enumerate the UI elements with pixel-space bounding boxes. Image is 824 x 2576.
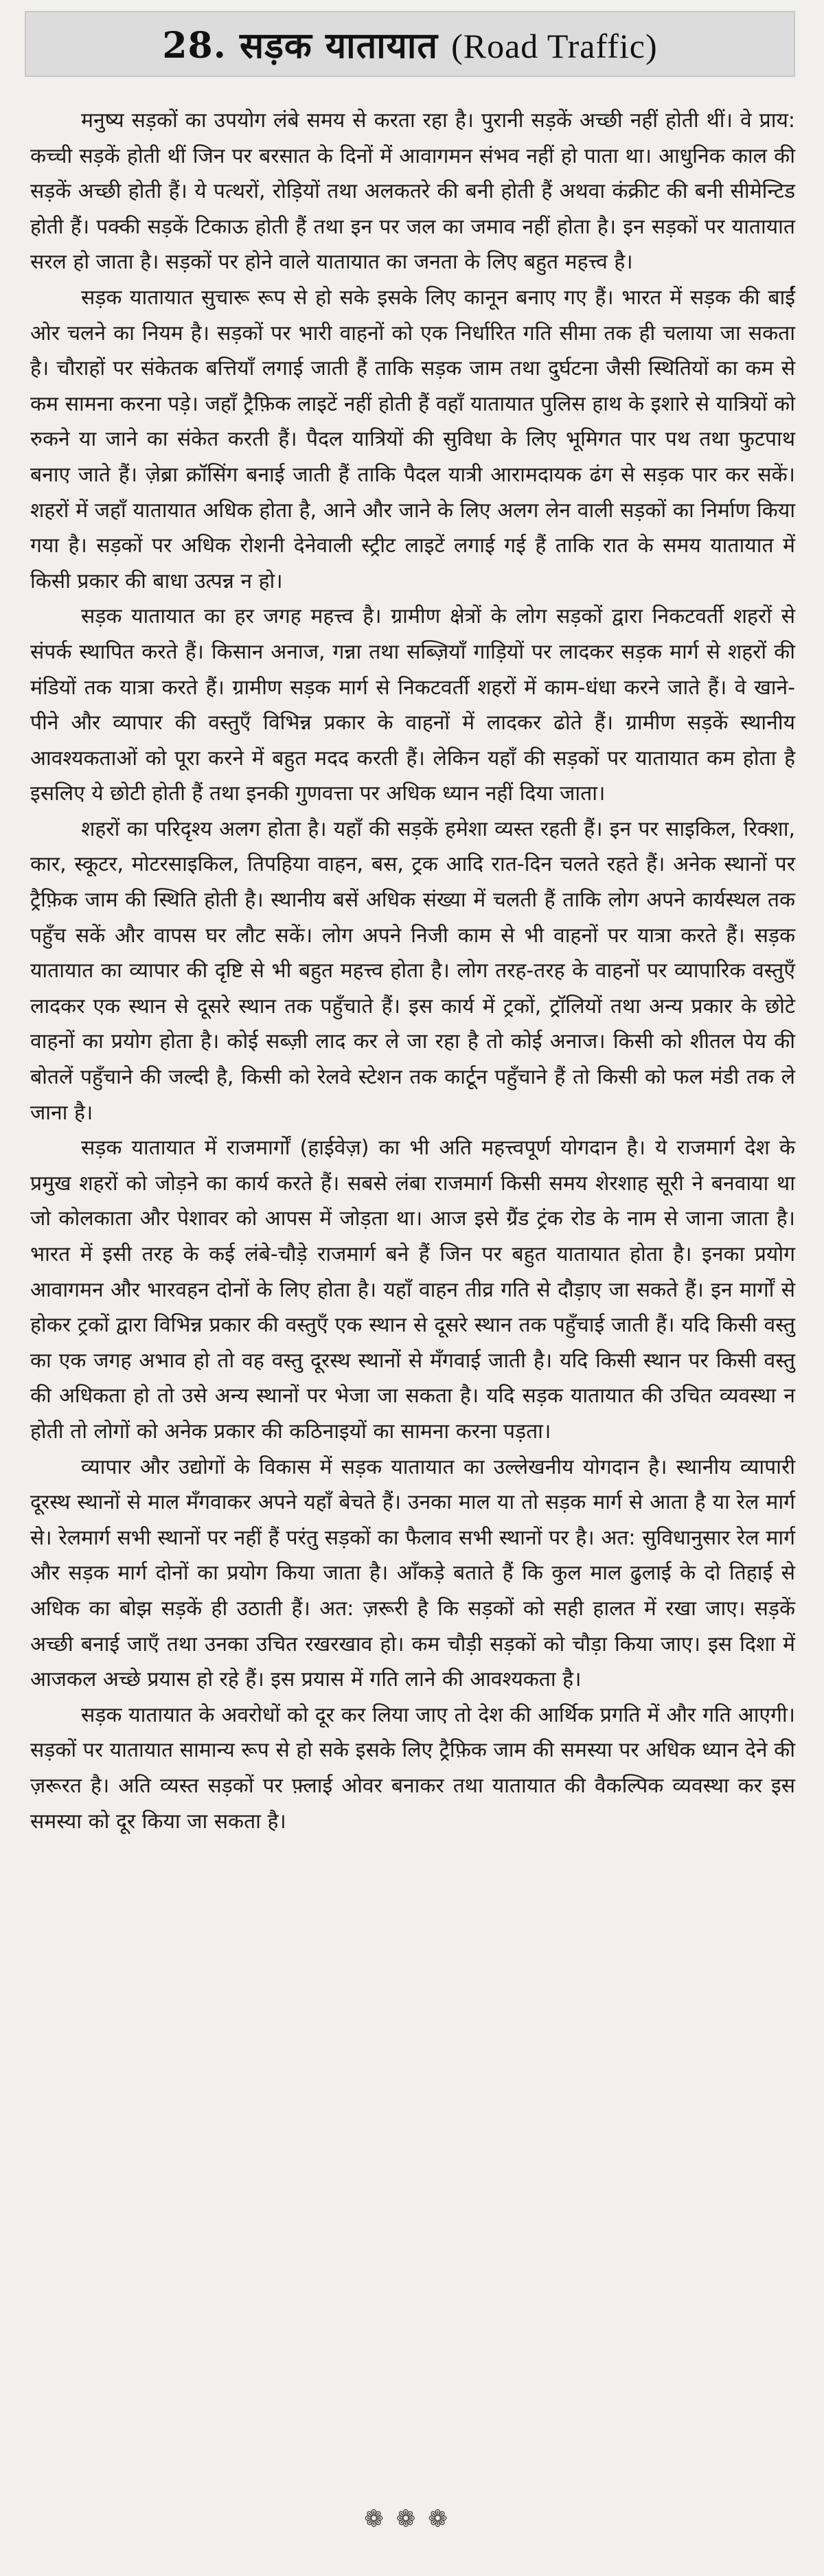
essay-body	[30, 103, 795, 1839]
paragraph: सड़क यातायात के अवरोधों को दूर कर लिया जाए तो देश की आर्थिक प्रगति में और गति आएगी। सड़कों पर यातायात सामान्य रूप से हो सके इसके लिए ट्रैफ़िक जाम की समस्या पर अधिक ध्यान देने की ज़रूरत है। अति व्यस्त सड़कों पर फ़्लाई ओवर बनाकर तथा यातायात की वैकल्पिक व्यवस्था कर इस समस्या को दूर किया जा सकता है।	[30, 1702, 795, 1834]
paragraph: मनुष्य सड़कों का उपयोग लंबे समय से करता रहा है। पुरानी सड़कें अच्छी नहीं होती थीं। वे प्राय: कच्ची सड़कें होती थीं जिन पर बरसात के दिनों में आवागमन संभव नहीं हो पाता था। आधुनिक काल की सड़कें अच्छी होती हैं। ये पत्थरों, रोड़ियों तथा अलकतरे की बनी होती हैं अथवा कंक्रीट की बनी सीमेन्टिड होती हैं। पक्की सड़कें टिकाऊ होती हैं तथा इन पर जल का जमाव नहीं होता है। इन सड़कों पर यातायात सरल हो जाता है। सड़कों पर होने वाले यातायात का जनता के लिए बहुत महत्त्व है।	[30, 109, 795, 275]
paragraph: सड़क यातायात का हर जगह महत्त्व है। ग्रामीण क्षेत्रों के लोग सड़कों द्वारा निकटवर्ती शहरों से संपर्क स्थापित करते हैं। किसान अनाज, गन्ना तथा सब्ज़ियाँ गाड़ियों पर लादकर सड़क मार्ग से शहरों की मंडियों तक यात्रा करते हैं। ग्रामीण सड़क मार्ग से निकटवर्ती शहरों में काम-धंधा करने जाते हैं। वे खाने-पीने और व्यापार की वस्तुएँ विभिन्न प्रकार के वाहनों में लादकर ढोते हैं। ग्रामीण सड़कें स्थानीय आवश्यकताओं को पूरा करने में बहुत मदद करती हैं। लेकिन यहाँ की सड़कों पर यातायात कम होता है इसलिए ये छोटी होती हैं तथा इनकी गुणवत्ता पर अधिक ध्यान नहीं दिया जाता।	[30, 604, 795, 806]
paragraph: व्यापार और उद्योगों के विकास में सड़क यातायात का उल्लेखनीय योगदान है। स्थानीय व्यापारी दूरस्थ स्थानों से माल मँगवाकर अपने यहाँ बेचते हैं। उनका माल या तो सड़क मार्ग से आता है या रेल मार्ग से। रेलमार्ग सभी स्थानों पर नहीं हैं परंतु सड़कों का फैलाव सभी स्थानों पर है। अत: सुविधानुसार रेल मार्ग और सड़क मार्ग दोनों का प्रयोग किया जाता है। आँकड़े बताते हैं कि कुल माल ढुलाई के दो तिहाई से अधिक का बोझ सड़कें ही उठाती हैं। अत: ज़रूरी है कि सड़कों को सही हालत में रखा जाए। सड़कें अच्छी बनाई जाएँ तथा उनका उचित रखरखाव हो। कम चौड़ी सड़कों को चौड़ा किया जाए। इस दिशा में आजकल अच्छे प्रयास हो रहे हैं। इस प्रयास में गति लाने की आवश्यकता है।	[30, 1455, 795, 1692]
paragraph: सड़क यातायात में राजमार्गों (हाईवेज़) का भी अति महत्त्वपूर्ण योगदान है। ये राजमार्ग देश के प्रमुख शहरों को जोड़ने का कार्य करते हैं। सबसे लंबा राजमार्ग किसी समय शेरशाह सूरी ने बनवाया था जो कोलकाता और पेशावर को आपस में जोड़ता था। आज इसे ग्रैंड ट्रंक रोड के नाम से जाना जाता है। भारत में इसी तरह के कई लंबे-चौड़े राजमार्ग बने हैं जिन पर बहुत यातायात होता है। इनका प्रयोग आवागमन और भारवहन दोनों के लिए होता है। यहाँ वाहन तीव्र गति से दौड़ाए जा सकते हैं। इन मार्गों से होकर ट्रकों द्वारा विभिन्न प्रकार की वस्तुएँ एक स्थान से दूसरे स्थान तक पहुँचाई जाती हैं। यदि किसी वस्तु का एक जगह अभाव हो तो वह वस्तु दूरस्थ स्थानों से मँगवाई जाती है। यदि किसी स्थान पर किसी वस्तु की अधिकता हो तो उसे अन्य स्थानों पर भेजा जा सकता है। यदि सड़क यातायात की उचित व्यवस्था न होती तो लोगों को अनेक प्रकार की कठिनाइयों का सामना करना पड़ता।	[30, 1136, 795, 1444]
essay-title	[162, 20, 657, 69]
title-english: (Road Traffic)	[451, 26, 658, 65]
paragraph: सड़क यातायात सुचारू रूप से हो सके इसके लिए कानून बनाए गए हैं। भारत में सड़क की बाईं ओर चलने का नियम है। सड़कों पर भारी वाहनों को एक निर्धारित गति सीमा तक ही चलाया जा सकता है। चौराहों पर संकेतक बत्तियाँ लगाई जाती हैं ताकि सड़क जाम तथा दुर्घटना जैसी स्थितियों का कम से कम सामना करना पड़े। जहाँ ट्रैफ़िक लाइटें नहीं होती हैं वहाँ यातायात पुलिस हाथ के इशारे से यात्रियों को रुकने या जाने का संकेत करती हैं। पैदल यात्रियों की सुविधा के लिए भूमिगत पार पथ तथा फुटपाथ बनाए जाते हैं। ज़ेब्रा क्रॉसिंग बनाई जाती हैं ताकि पैदल यात्री आरामदायक ढंग से सड़क पार कर सकें। शहरों में जहाँ यातायात अधिक होता है, आने और जाने के लिए अलग लेन वाली सड़कों का निर्माण किया गया है। सड़कों पर अधिक रोशनी देनेवाली स्ट्रीट लाइटें लगाई गई हैं ताकि रात के समय यातायात में किसी प्रकार की बाधा उत्पन्न न हो।	[30, 285, 795, 593]
title-hindi: सड़क यातायात	[239, 24, 438, 67]
essay-number: 28.	[162, 24, 227, 67]
flower-ornament-icon: ❁❁❁	[364, 2505, 460, 2533]
paragraph: शहरों का परिदृश्य अलग होता है। यहाँ की सड़कें हमेशा व्यस्त रहती हैं। इन पर साइकिल, रिक्शा, कार, स्कूटर, मोटरसाइकिल, तिपहिया वाहन, बस, ट्रक आदि रात-दिन चलते रहते हैं। अनेक स्थानों पर ट्रैफ़िक जाम की स्थिति होती है। स्थानीय बसें अधिक संख्या में चलती हैं ताकि लोग अपने कार्यस्थल तक पहुँच सकें और वापस घर लौट सकें। लोग अपने निजी काम से भी वाहनों पर यात्रा करते हैं। सड़क यातायात का व्यापार की दृष्टि से भी बहुत महत्त्व होता है। लोग तरह-तरह के वाहनों पर व्यापारिक वस्तुएँ लादकर एक स्थान से दूसरे स्थान तक पहुँचाते हैं। इस कार्य में ट्रकों, ट्रॉलियों तथा अन्य प्रकार के छोटे वाहनों का प्रयोग होता है। कोई सब्ज़ी लाद कर ले जा रहा है तो कोई अनाज। किसी को शीतल पेय की बोतलें पहुँचाने की जल्दी है, किसी को रेलवे स्टेशन तक कार्टून पहुँचाने हैं तो किसी को फल मंडी तक ले जाना है।	[30, 817, 795, 1125]
title-bar	[25, 11, 795, 77]
